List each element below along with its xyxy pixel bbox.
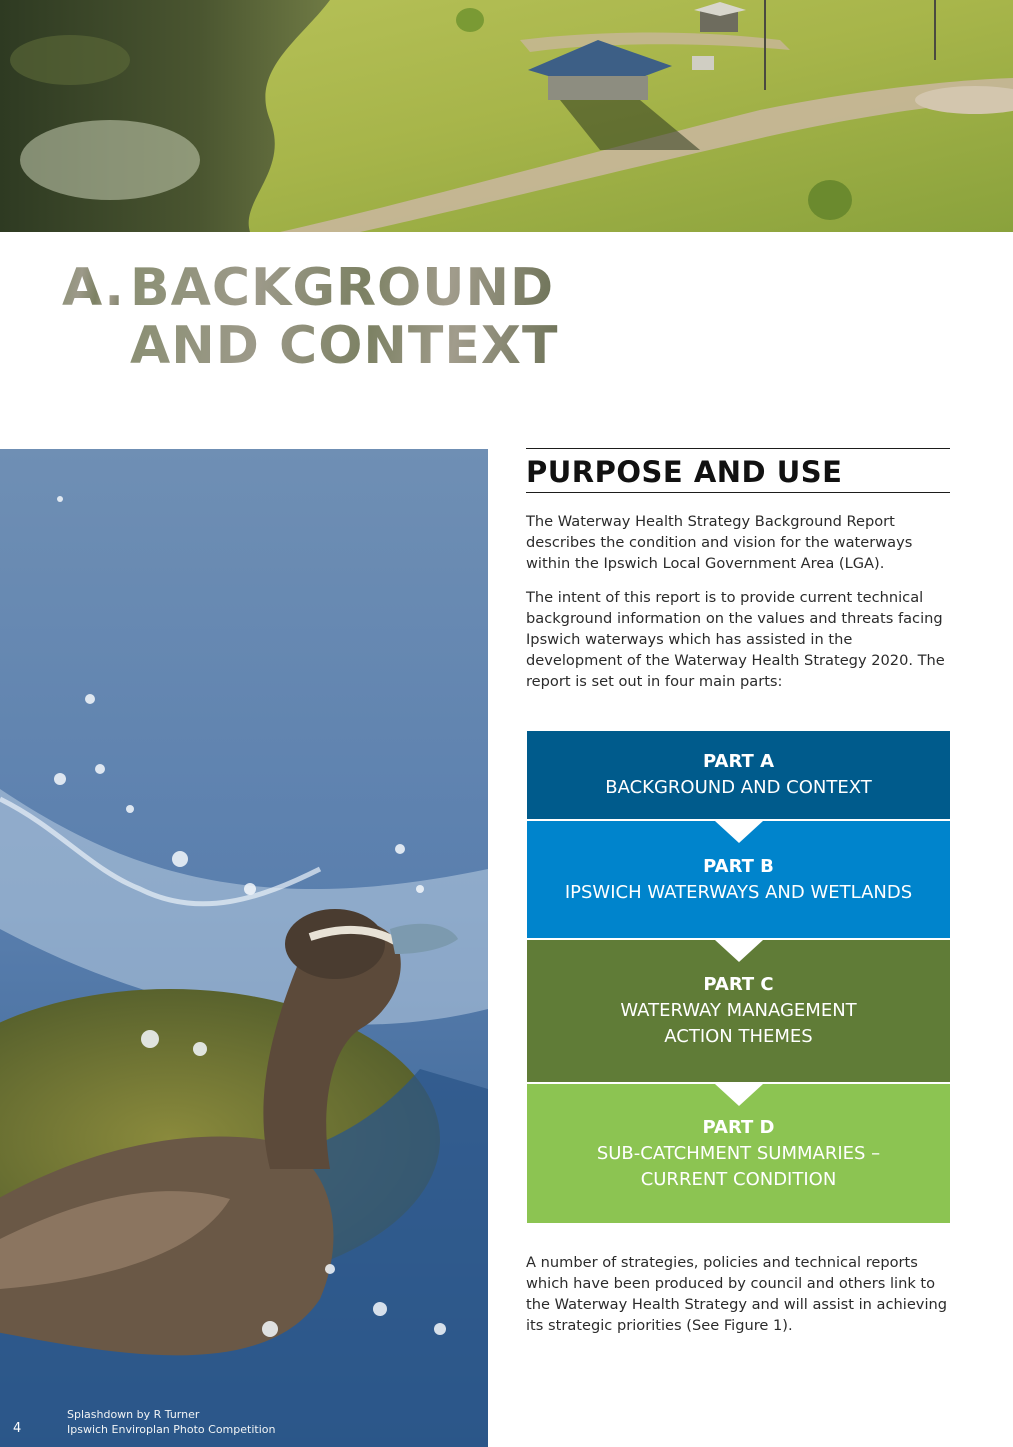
duck-photo (0, 449, 488, 1447)
caption-credit: Ipswich Enviroplan Photo Competition (67, 1423, 276, 1436)
header-photo (0, 0, 1013, 232)
flow-arrow-b-c (715, 940, 763, 962)
part-d-label: PART D (702, 1116, 775, 1138)
flow-arrow-c-d (715, 1084, 763, 1106)
intro-paragraph: The Waterway Health Strategy Background Report describes the condition and vision for the waterways within the Ipswich Local Government Area (LGA). (526, 513, 913, 572)
part-b-title: IPSWICH WATERWAYS AND WETLANDS (564, 881, 913, 903)
caption-title: Splashdown by R Turner (67, 1408, 200, 1421)
intent-paragraph: The intent of this report is to provide current technical background information on the values and threats facing Ipswich waterways which has assisted in the development of the Waterway Health Strategy 2020. The report is set out in four main parts: (526, 589, 945, 690)
title-rule-top (526, 448, 950, 449)
part-d-title-line-2: CURRENT CONDITION (640, 1168, 837, 1190)
part-a-label: PART A (703, 751, 774, 772)
section-heading-line-1: BACKGROUND (130, 258, 555, 318)
section-letter: A. (62, 258, 125, 318)
section-heading-line-2: AND CONTEXT (130, 316, 559, 376)
section-title: PURPOSE AND USE (526, 455, 843, 489)
part-a-title: BACKGROUND AND CONTEXT (605, 777, 872, 798)
closing-paragraph: A number of strategies, policies and technical reports which have been produced by council and others link to the Waterway Health Strategy and will assist in achieving its strategic priorities (See Figure 1). (526, 1254, 948, 1334)
title-rule-bottom (526, 492, 950, 493)
part-c-label: PART C (703, 974, 774, 995)
page-number: 4 (13, 1421, 22, 1436)
part-c-title-line-2: ACTION THEMES (664, 1026, 813, 1047)
part-d-title-line-1: SUB-CATCHMENT SUMMARIES – (596, 1142, 881, 1164)
part-c-title-line-1: WATERWAY MANAGEMENT (620, 1000, 857, 1021)
flow-arrow-a-b (715, 821, 763, 843)
part-a-box (527, 731, 950, 819)
part-b-label: PART B (703, 855, 774, 877)
photo-caption (67, 1407, 367, 1437)
